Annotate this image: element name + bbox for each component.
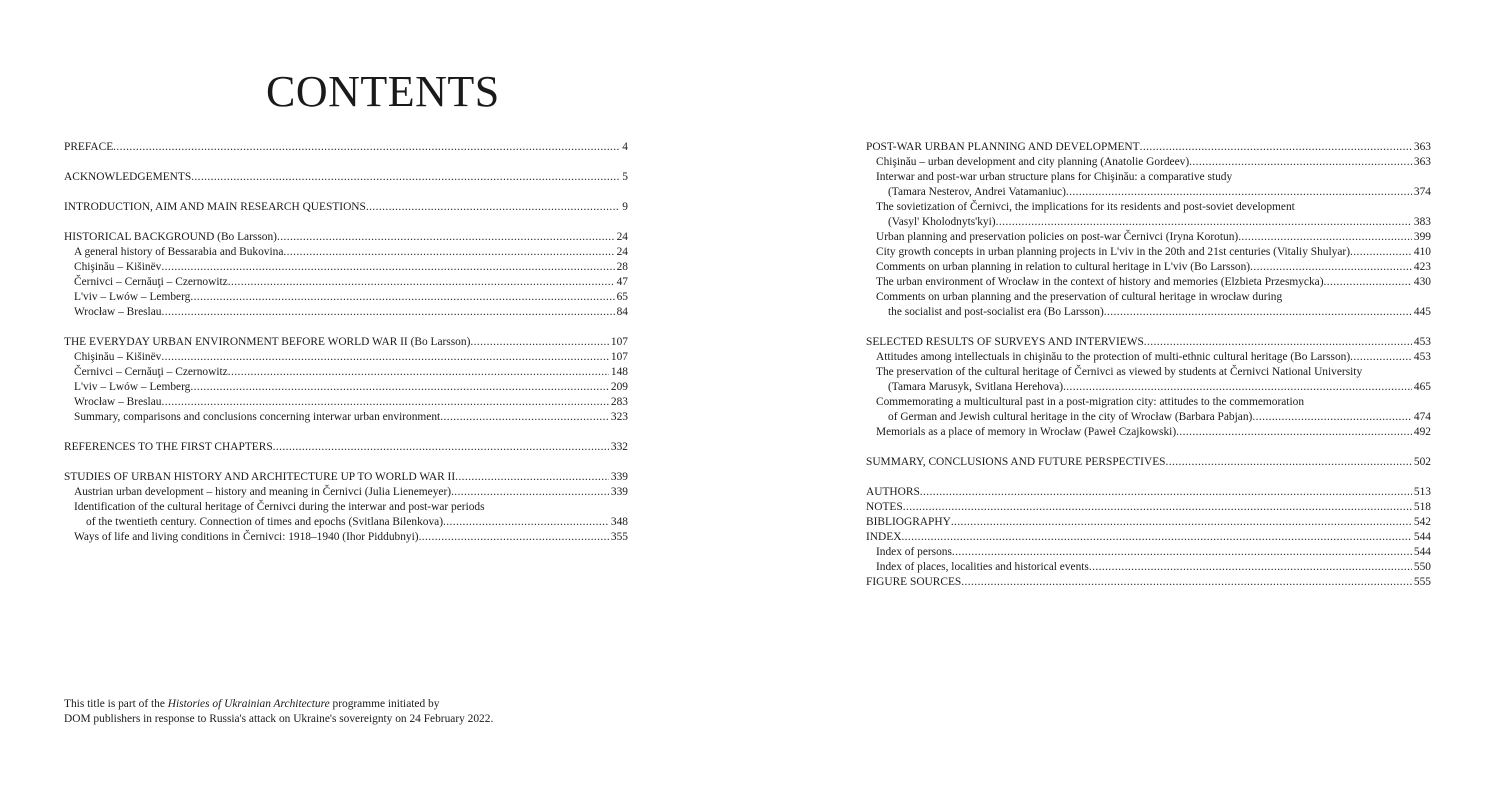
toc-entry-title: Memorials as a place of memory in Wrocław (Paweł Czajkowski) xyxy=(876,426,1177,438)
toc-page-number: 474 xyxy=(1413,411,1431,423)
programme-note xyxy=(64,697,493,727)
toc-entry-line xyxy=(866,380,1431,395)
toc-section-entry xyxy=(866,335,1431,350)
toc-right-column xyxy=(866,140,1431,590)
toc-entry-line xyxy=(866,155,1431,170)
toc-entry-line xyxy=(866,500,1431,515)
toc-entry-line xyxy=(64,260,628,275)
toc-entry-line xyxy=(866,140,1431,155)
toc-page-number: 544 xyxy=(1413,546,1431,558)
dot-leader xyxy=(1144,335,1412,350)
toc-entry-line xyxy=(64,500,628,515)
toc-entry-line xyxy=(866,530,1431,545)
toc-page-number: 24 xyxy=(616,231,628,243)
toc-entry-title: Wrocław – Breslau xyxy=(74,396,162,408)
toc-page-number: 513 xyxy=(1413,486,1431,498)
toc-entry-title: Černivci – Cernăuţi – Czernowitz xyxy=(74,276,228,288)
dot-leader xyxy=(161,305,614,320)
toc-entry-line xyxy=(64,470,628,485)
dot-leader xyxy=(996,215,1412,230)
toc-entry-title: of the twentieth century. Connection of times and epochs (Svitlana Bilenkova) xyxy=(86,516,444,528)
dot-leader xyxy=(1250,260,1412,275)
toc-page-number: 9 xyxy=(622,201,628,213)
dot-leader xyxy=(1063,380,1412,395)
toc-entry-title: Identification of the cultural heritage of Černivci during the interwar and post-war periods xyxy=(74,501,485,513)
toc-entry-line xyxy=(866,395,1431,410)
toc-page-number: 492 xyxy=(1413,426,1431,438)
toc-subsection-entry xyxy=(64,365,628,380)
toc-entry-title: ACKNOWLEDGEMENTS xyxy=(64,171,192,183)
toc-entry-title: HISTORICAL BACKGROUND (Bo Larsson) xyxy=(64,231,277,243)
toc-page-number: 283 xyxy=(610,396,628,408)
toc-subsection-entry xyxy=(866,245,1431,260)
toc-page-number: 518 xyxy=(1413,501,1431,513)
toc-subsection-entry xyxy=(64,290,628,305)
toc-entry-line xyxy=(866,230,1431,245)
dot-leader xyxy=(190,290,614,305)
dot-leader xyxy=(443,515,609,530)
toc-page-number: 502 xyxy=(1413,456,1431,468)
dot-leader xyxy=(951,515,1412,530)
toc-page-number: 107 xyxy=(610,336,628,348)
toc-entry-title: Index of places, localities and historical events xyxy=(876,561,1089,573)
toc-entry-title: PREFACE xyxy=(64,141,114,153)
toc-page-number: 65 xyxy=(616,291,628,303)
toc-page-number: 453 xyxy=(1413,351,1431,363)
toc-page-number: 374 xyxy=(1413,186,1431,198)
toc-entry-line xyxy=(64,395,628,410)
dot-leader xyxy=(1166,455,1412,470)
toc-page-number: 332 xyxy=(610,441,628,453)
toc-entry-line xyxy=(866,455,1431,470)
toc-entry-title: Urban planning and preservation policies on post-war Černivci (Iryna Korotun) xyxy=(876,231,1239,243)
toc-entry-line xyxy=(64,140,628,155)
programme-note-line-2: DOM publishers in response to Russia's attack on Ukraine's sovereignty on 24 February 2022. xyxy=(64,713,494,725)
toc-entry-line xyxy=(866,245,1431,260)
toc-entry-title: Summary, comparisons and conclusions concerning interwar urban environment xyxy=(74,411,441,423)
toc-entry-line xyxy=(866,305,1431,320)
dot-leader xyxy=(1252,410,1412,425)
toc-entry-title: SELECTED RESULTS OF SURVEYS AND INTERVIEWS xyxy=(866,336,1144,348)
toc-subsection-entry xyxy=(64,530,628,545)
toc-subsection-entry xyxy=(866,260,1431,275)
toc-entry-title: City growth concepts in urban planning projects in L'viv in the 20th and 21st centuries (Vitaliy Shulyar) xyxy=(876,246,1350,258)
toc-entry-title: Index of persons xyxy=(876,546,952,558)
toc-section-entry xyxy=(64,470,628,485)
toc-section-entry xyxy=(866,500,1431,515)
toc-entry-title: Attitudes among intellectuals in chişinău to the protection of multi-ethnic cultural heritage (Bo Larsson) xyxy=(876,351,1351,363)
dot-leader xyxy=(961,575,1412,590)
toc-entry-title: the socialist and post-socialist era (Bo Larsson) xyxy=(888,306,1104,318)
toc-subsection-entry xyxy=(866,170,1431,200)
dot-leader xyxy=(161,350,609,365)
dot-leader xyxy=(1176,425,1412,440)
toc-entry-line xyxy=(866,560,1431,575)
toc-entry-line xyxy=(64,275,628,290)
toc-entry-line xyxy=(64,530,628,545)
dot-leader xyxy=(1189,155,1412,170)
toc-entry-line xyxy=(64,515,628,530)
toc-page-number: 399 xyxy=(1413,231,1431,243)
dot-leader xyxy=(283,245,614,260)
toc-entry-title: Chişinău – Kišinëv xyxy=(74,351,162,363)
toc-entry-line xyxy=(866,545,1431,560)
toc-entry-line xyxy=(866,275,1431,290)
dot-leader xyxy=(1089,560,1412,575)
toc-section-entry xyxy=(64,440,628,455)
toc-entry-title: THE EVERYDAY URBAN ENVIRONMENT BEFORE WORLD WAR II (Bo Larsson) xyxy=(64,336,471,348)
toc-page-number: 465 xyxy=(1413,381,1431,393)
dot-leader xyxy=(1324,275,1412,290)
toc-page-number: 555 xyxy=(1413,576,1431,588)
dot-leader xyxy=(190,380,609,395)
toc-entry-line xyxy=(866,260,1431,275)
toc-entry-line xyxy=(64,365,628,380)
toc-entry-title: (Tamara Marusyk, Svitlana Herehova) xyxy=(888,381,1064,393)
toc-page-number: 445 xyxy=(1413,306,1431,318)
toc-page-number: 550 xyxy=(1413,561,1431,573)
toc-entry-title: Austrian urban development – history and meaning in Černivci (Julia Lienemeyer) xyxy=(74,486,452,498)
toc-page-number: 28 xyxy=(616,261,628,273)
toc-entry-line xyxy=(64,230,628,245)
dot-leader xyxy=(228,365,609,380)
toc-entry-title: (Tamara Nesterov, Andrei Vatamaniuc) xyxy=(888,186,1066,198)
dot-leader xyxy=(1238,230,1412,245)
toc-page-number: 47 xyxy=(616,276,628,288)
dot-leader xyxy=(440,410,609,425)
toc-subsection-entry xyxy=(64,485,628,500)
toc-page-number: 410 xyxy=(1413,246,1431,258)
toc-subsection-entry xyxy=(64,410,628,425)
toc-section-entry xyxy=(866,530,1431,545)
toc-entry-line xyxy=(866,215,1431,230)
dot-leader xyxy=(1350,350,1412,365)
toc-subsection-entry xyxy=(64,305,628,320)
toc-entry-line xyxy=(64,485,628,500)
toc-section-entry xyxy=(866,515,1431,530)
toc-entry-title: NOTES xyxy=(866,501,903,513)
toc-entry-line xyxy=(866,185,1431,200)
toc-subsection-entry xyxy=(64,245,628,260)
toc-entry-line xyxy=(866,290,1431,305)
toc-entry-line xyxy=(64,200,628,215)
toc-entry-line xyxy=(866,350,1431,365)
toc-entry-line xyxy=(64,170,628,185)
toc-section-entry xyxy=(866,485,1431,500)
toc-subsection-entry xyxy=(866,545,1431,560)
dot-leader xyxy=(1104,305,1412,320)
toc-entry-line xyxy=(64,440,628,455)
toc-entry-line xyxy=(64,410,628,425)
toc-entry-title: Commemorating a multicultural past in a post-migration city: attitudes to the commemoration xyxy=(876,396,1305,408)
series-title: Histories of Ukrainian Architecture xyxy=(167,698,330,710)
toc-subsection-entry xyxy=(64,350,628,365)
toc-entry-title: L'viv – Lwów – Lemberg xyxy=(74,291,191,303)
dot-leader xyxy=(113,140,620,155)
toc-entry-line xyxy=(866,425,1431,440)
toc-subsection-entry xyxy=(866,275,1431,290)
toc-page-number: 423 xyxy=(1413,261,1431,273)
toc-section-entry xyxy=(866,455,1431,470)
dot-leader xyxy=(419,530,609,545)
toc-entry-line xyxy=(64,335,628,350)
dot-leader xyxy=(273,440,609,455)
toc-section-entry xyxy=(64,230,628,245)
dot-leader xyxy=(1140,140,1412,155)
toc-entry-line xyxy=(64,245,628,260)
toc-entry-title: BIBLIOGRAPHY xyxy=(866,516,951,528)
toc-section-entry xyxy=(64,335,628,350)
toc-section-entry xyxy=(866,575,1431,590)
programme-note-text: programme initiated by xyxy=(329,698,440,710)
toc-entry-title: Comments on urban planning in relation to cultural heritage in L'viv (Bo Larsson) xyxy=(876,261,1251,273)
toc-entry-line xyxy=(866,335,1431,350)
toc-entry-title: FIGURE SOURCES xyxy=(866,576,962,588)
toc-entry-line xyxy=(64,305,628,320)
toc-page-number: 383 xyxy=(1413,216,1431,228)
dot-leader xyxy=(1350,245,1412,260)
dot-leader xyxy=(455,470,609,485)
dot-leader xyxy=(470,335,609,350)
toc-left-column xyxy=(64,140,628,545)
toc-page-number: 544 xyxy=(1413,531,1431,543)
dot-leader xyxy=(161,395,608,410)
dot-leader xyxy=(451,485,609,500)
toc-entry-line xyxy=(64,290,628,305)
toc-section-entry xyxy=(64,140,628,155)
toc-entry-title: AUTHORS xyxy=(866,486,920,498)
toc-page-number: 107 xyxy=(610,351,628,363)
toc-entry-title: STUDIES OF URBAN HISTORY AND ARCHITECTURE UP TO WORLD WAR II xyxy=(64,471,456,483)
toc-entry-line xyxy=(866,575,1431,590)
dot-leader xyxy=(228,275,615,290)
toc-entry-title: The urban environment of Wrocław in the context of history and memories (Elzbieta Przesmycka) xyxy=(876,276,1324,288)
programme-note-text: This title is part of the xyxy=(64,698,168,710)
toc-page-number: 339 xyxy=(610,471,628,483)
toc-entry-title: of German and Jewish cultural heritage in the city of Wrocław (Barbara Pabjan) xyxy=(888,411,1253,423)
toc-entry-title: Chişinău – Kišinëv xyxy=(74,261,162,273)
toc-subsection-entry xyxy=(866,560,1431,575)
toc-subsection-entry xyxy=(866,230,1431,245)
toc-subsection-entry xyxy=(64,500,628,530)
toc-entry-line xyxy=(64,380,628,395)
toc-subsection-entry xyxy=(866,350,1431,365)
toc-entry-title: Chişinău – urban development and city planning (Anatolie Gordeev) xyxy=(876,156,1190,168)
toc-section-entry xyxy=(866,140,1431,155)
toc-page-number: 348 xyxy=(610,516,628,528)
toc-page-number: 148 xyxy=(610,366,628,378)
toc-entry-title: INTRODUCTION, AIM AND MAIN RESEARCH QUESTIONS xyxy=(64,201,366,213)
toc-entry-line xyxy=(866,485,1431,500)
toc-entry-title: The sovietization of Černivci, the implications for its residents and post-soviet development xyxy=(876,201,1295,213)
toc-subsection-entry xyxy=(866,395,1431,425)
toc-page-number: 209 xyxy=(610,381,628,393)
toc-subsection-entry xyxy=(64,395,628,410)
toc-subsection-entry xyxy=(866,290,1431,320)
toc-entry-line xyxy=(64,350,628,365)
toc-entry-title: Comments on urban planning and the preservation of cultural heritage in wrocław during xyxy=(876,291,1283,303)
toc-entry-title: L'viv – Lwów – Lemberg xyxy=(74,381,191,393)
dot-leader xyxy=(901,530,1411,545)
toc-subsection-entry xyxy=(866,365,1431,395)
dot-leader xyxy=(366,200,620,215)
toc-page-number: 84 xyxy=(616,306,628,318)
toc-page-number: 363 xyxy=(1413,141,1431,153)
toc-entry-title: Wrocław – Breslau xyxy=(74,306,162,318)
toc-page-number: 363 xyxy=(1413,156,1431,168)
toc-page-number: 430 xyxy=(1413,276,1431,288)
toc-subsection-entry xyxy=(64,260,628,275)
toc-entry-title: Ways of life and living conditions in Černivci: 1918–1940 (Ihor Piddubnyi) xyxy=(74,531,419,543)
toc-subsection-entry xyxy=(866,155,1431,170)
toc-subsection-entry xyxy=(64,275,628,290)
toc-page-number: 24 xyxy=(616,246,628,258)
toc-entry-line xyxy=(866,200,1431,215)
dot-leader xyxy=(903,500,1412,515)
toc-page-number: 355 xyxy=(610,531,628,543)
toc-entry-line xyxy=(866,170,1431,185)
toc-entry-line xyxy=(866,515,1431,530)
dot-leader xyxy=(920,485,1412,500)
toc-subsection-entry xyxy=(866,425,1431,440)
dot-leader xyxy=(191,170,620,185)
toc-entry-title: (Vasyl' Kholodnyts'kyi) xyxy=(888,216,996,228)
toc-page-number: 323 xyxy=(610,411,628,423)
toc-entry-title: The preservation of the cultural heritage of Černivci as viewed by students at Černivci National University xyxy=(876,366,1363,378)
toc-entry-title: REFERENCES TO THE FIRST CHAPTERS xyxy=(64,441,273,453)
toc-section-entry xyxy=(64,200,628,215)
toc-page-number: 542 xyxy=(1413,516,1431,528)
toc-page-number: 5 xyxy=(622,171,628,183)
dot-leader xyxy=(1066,185,1412,200)
programme-note-line-1 xyxy=(64,697,493,712)
dot-leader xyxy=(952,545,1412,560)
dot-leader xyxy=(161,260,614,275)
toc-entry-title: Interwar and post-war urban structure plans for Chişinău: a comparative study xyxy=(876,171,1233,183)
toc-subsection-entry xyxy=(64,380,628,395)
toc-entry-title: INDEX xyxy=(866,531,902,543)
toc-entry-line xyxy=(866,365,1431,380)
dot-leader xyxy=(277,230,615,245)
toc-section-entry xyxy=(64,170,628,185)
toc-page-number: 453 xyxy=(1413,336,1431,348)
toc-entry-title: A general history of Bessarabia and Bukovina xyxy=(74,246,284,258)
toc-entry-title: Černivci – Cernăuţi – Czernowitz xyxy=(74,366,228,378)
toc-page-number: 339 xyxy=(610,486,628,498)
toc-subsection-entry xyxy=(866,200,1431,230)
page-title: CONTENTS xyxy=(266,67,500,116)
toc-entry-title: POST-WAR URBAN PLANNING AND DEVELOPMENT xyxy=(866,141,1140,153)
toc-entry-line xyxy=(866,410,1431,425)
toc-entry-title: SUMMARY, CONCLUSIONS AND FUTURE PERSPECTIVES xyxy=(866,456,1166,468)
toc-page-number: 4 xyxy=(622,141,628,153)
